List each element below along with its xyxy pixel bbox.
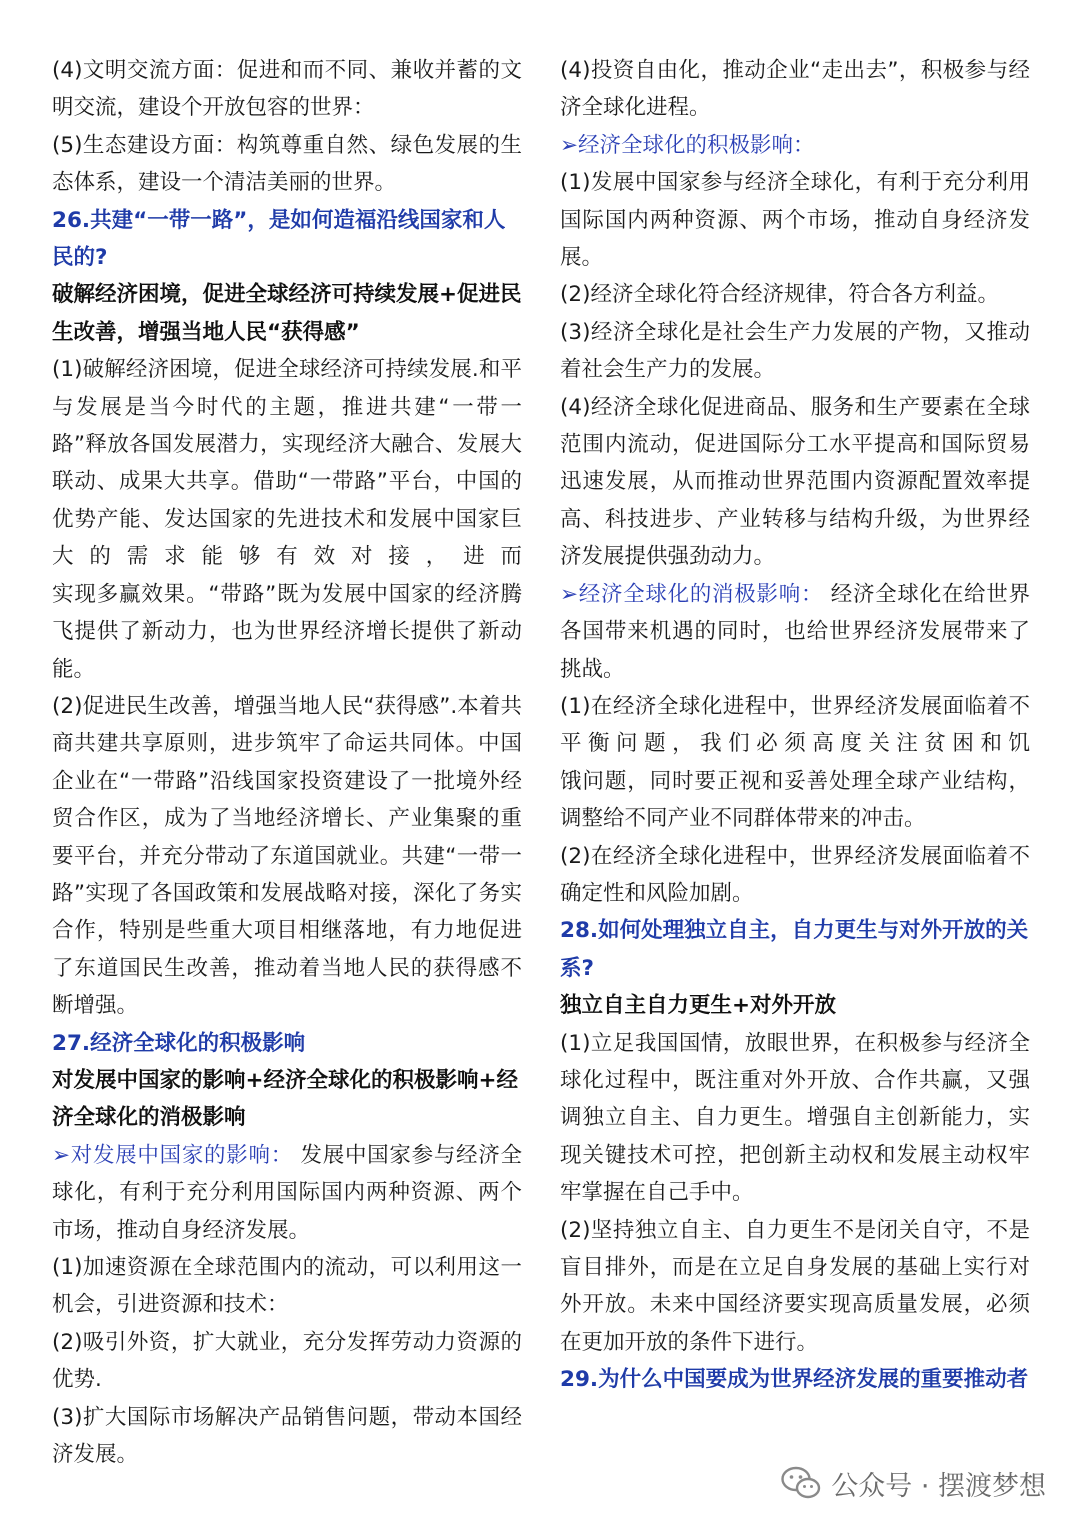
question-28-point-2: (2)坚持独立自主、自力更生不是闭关自守，不是盲目排外，而是在立足自身发展的基础上实行对外开放。未来中国经济要实现高质量发展，必须在更加开放的条件下进行。 [560,1217,1030,1355]
question-28-summary: 独立自主自力更生+对外开放 [560,993,837,1019]
positive-impact-4: (4)经济全球化促进商品、服务和生产要素在全球范围内流动，促进国际分工水平提高和国际贸易迅速发展，从而推动世界范围内资源配置效率提高、科技进步、产业转移与结构升级，为世界经济发展提供强劲动力。 [560,394,1030,570]
right-column [560,52,1030,1399]
negative-impact-intro [560,576,1030,688]
negative-impact-text: 经济全球化在给世界各国带来机遇的同时，也给世界经济发展带来了挑战。 [560,581,1030,682]
left-column [52,52,522,1473]
positive-impact-heading [560,127,1030,164]
subheading-developing-countries: 对发展中国家的影响： [70,1142,293,1168]
question-26-point-2: (2)促进民生改善，增强当地人民“获得感”.本着共商共建共享原则，进步筑牢了命运共同体。中国企业在“一带路”沿线国家投资建设了一批境外经贸合作区，成为了当地经济增长、产业集聚的重要平台，并充分带动了东道国就业。共建“一带一路”实现了各国政策和发展战略对接，深化了务实合作，特别是些重大项目相继落地，有力地促进了东道国民生改善，推动着当地人民的获得感不断增强。 [52,693,522,1019]
question-27-point-4: (4)投资自由化，推动企业“走出去”，积极参与经济全球化进程。 [560,58,1030,121]
question-26-point-1b: 实现多赢效果。“带路”既为发展中国家的经济腾飞提供了新动力，也为世界经济增长提供了新动能。 [52,581,522,682]
positive-impact-1: (1)发展中国家参与经济全球化，有利于充分利用国际国内两种资源、两个市场，推动自身经济发展。 [560,170,1030,271]
negative-impact-2: (2)在经济全球化进程中，世界经济发展面临着不确定性和风险加剧。 [560,843,1030,906]
question-26-summary: 破解经济困境，促进全球经济可持续发展+促进民生改善，增强当地人民“获得感” [52,282,522,345]
arrow-icon: ➢ [560,132,579,158]
question-27-point-3: (3)扩大国际市场解决产品销售问题，带动本国经济发展。 [52,1404,522,1468]
developing-countries-text: 发展中国家参与经济全球化，有利于充分利用国际国内两种资源、两个市场，推动自身经济发展。 [52,1142,522,1243]
arrow-icon: ➢ [560,581,579,607]
paragraph-civilization: (4)文明交流方面：促进和而不同、兼收并蓄的文明交流，建设个开放包容的世界： [52,58,522,121]
subheading-positive-impact: 经济全球化的积极影响： [578,132,815,158]
question-27-summary: 对发展中国家的影响+经济全球化的积极影响+经济全球化的消极影响 [52,1067,519,1131]
wechat-icon [781,1466,821,1500]
question-27-point-1: (1)加速资源在全球范围内的流动，可以利用这一机会，引进资源和技术： [52,1255,522,1318]
positive-impact-3: (3)经济全球化是社会生产力发展的产物，又推动着社会生产力的发展。 [560,319,1030,383]
question-27-point-2: (2)吸引外资，扩大就业，充分发挥劳动力资源的优势. [52,1329,522,1393]
paragraph-ecology: (5)生态建设方面：构筑尊重自然、绿色发展的生态体系，建设一个清洁美丽的世界。 [52,132,522,196]
question-28-heading: 28.如何处理独立自主，自力更生与对外开放的关系? [560,918,1029,981]
watermark-text: 公众号 · 摆渡梦想 [831,1470,1046,1502]
positive-impact-2: (2)经济全球化符合经济规律，符合各方利益。 [560,282,999,308]
negative-impact-1b: 饿问题，同时要正视和妥善处理全球产业结构，调整给不同产业不同群体带来的冲击。 [560,768,1030,832]
subheading-negative-impact: 经济全球化的消极影响： [578,581,824,607]
watermark [781,1461,1046,1505]
arrow-icon: ➢ [52,1142,71,1168]
negative-impact-1a: (1)在经济全球化进程中，世界经济发展面临着不平衡问题，我们必须高度关注贫困和饥 [560,693,1030,757]
question-27-heading: 27.经济全球化的积极影响 [52,1030,306,1056]
question-27-developing-countries [52,1137,522,1249]
question-26-point-1a: (1)破解经济困境，促进全球经济可持续发展.和平与发展是当今时代的主题，推进共建“一带一路”释放各国发展潜力，实现经济大融合、发展大联动、成果大共享。借助“一带路”平台，中国的优势产能、发达国家的先进技术和发展中国家巨大的需求能够有效对接，进而 [52,357,522,570]
question-28-point-1: (1)立足我国国情，放眼世界，在积极参与经济全球化过程中，既注重对外开放、合作共赢，又强调独立自主、自力更生。增强自主创新能力，实现关键技术可控，把创新主动权和发展主动权牢牢掌握在自己手中。 [560,1030,1030,1206]
question-26-heading: 26.共建“一带一路”，是如何造福沿线国家和人民的? [52,207,506,271]
question-29-heading: 29.为什么中国要成为世界经济发展的重要推动者 [560,1367,1029,1393]
